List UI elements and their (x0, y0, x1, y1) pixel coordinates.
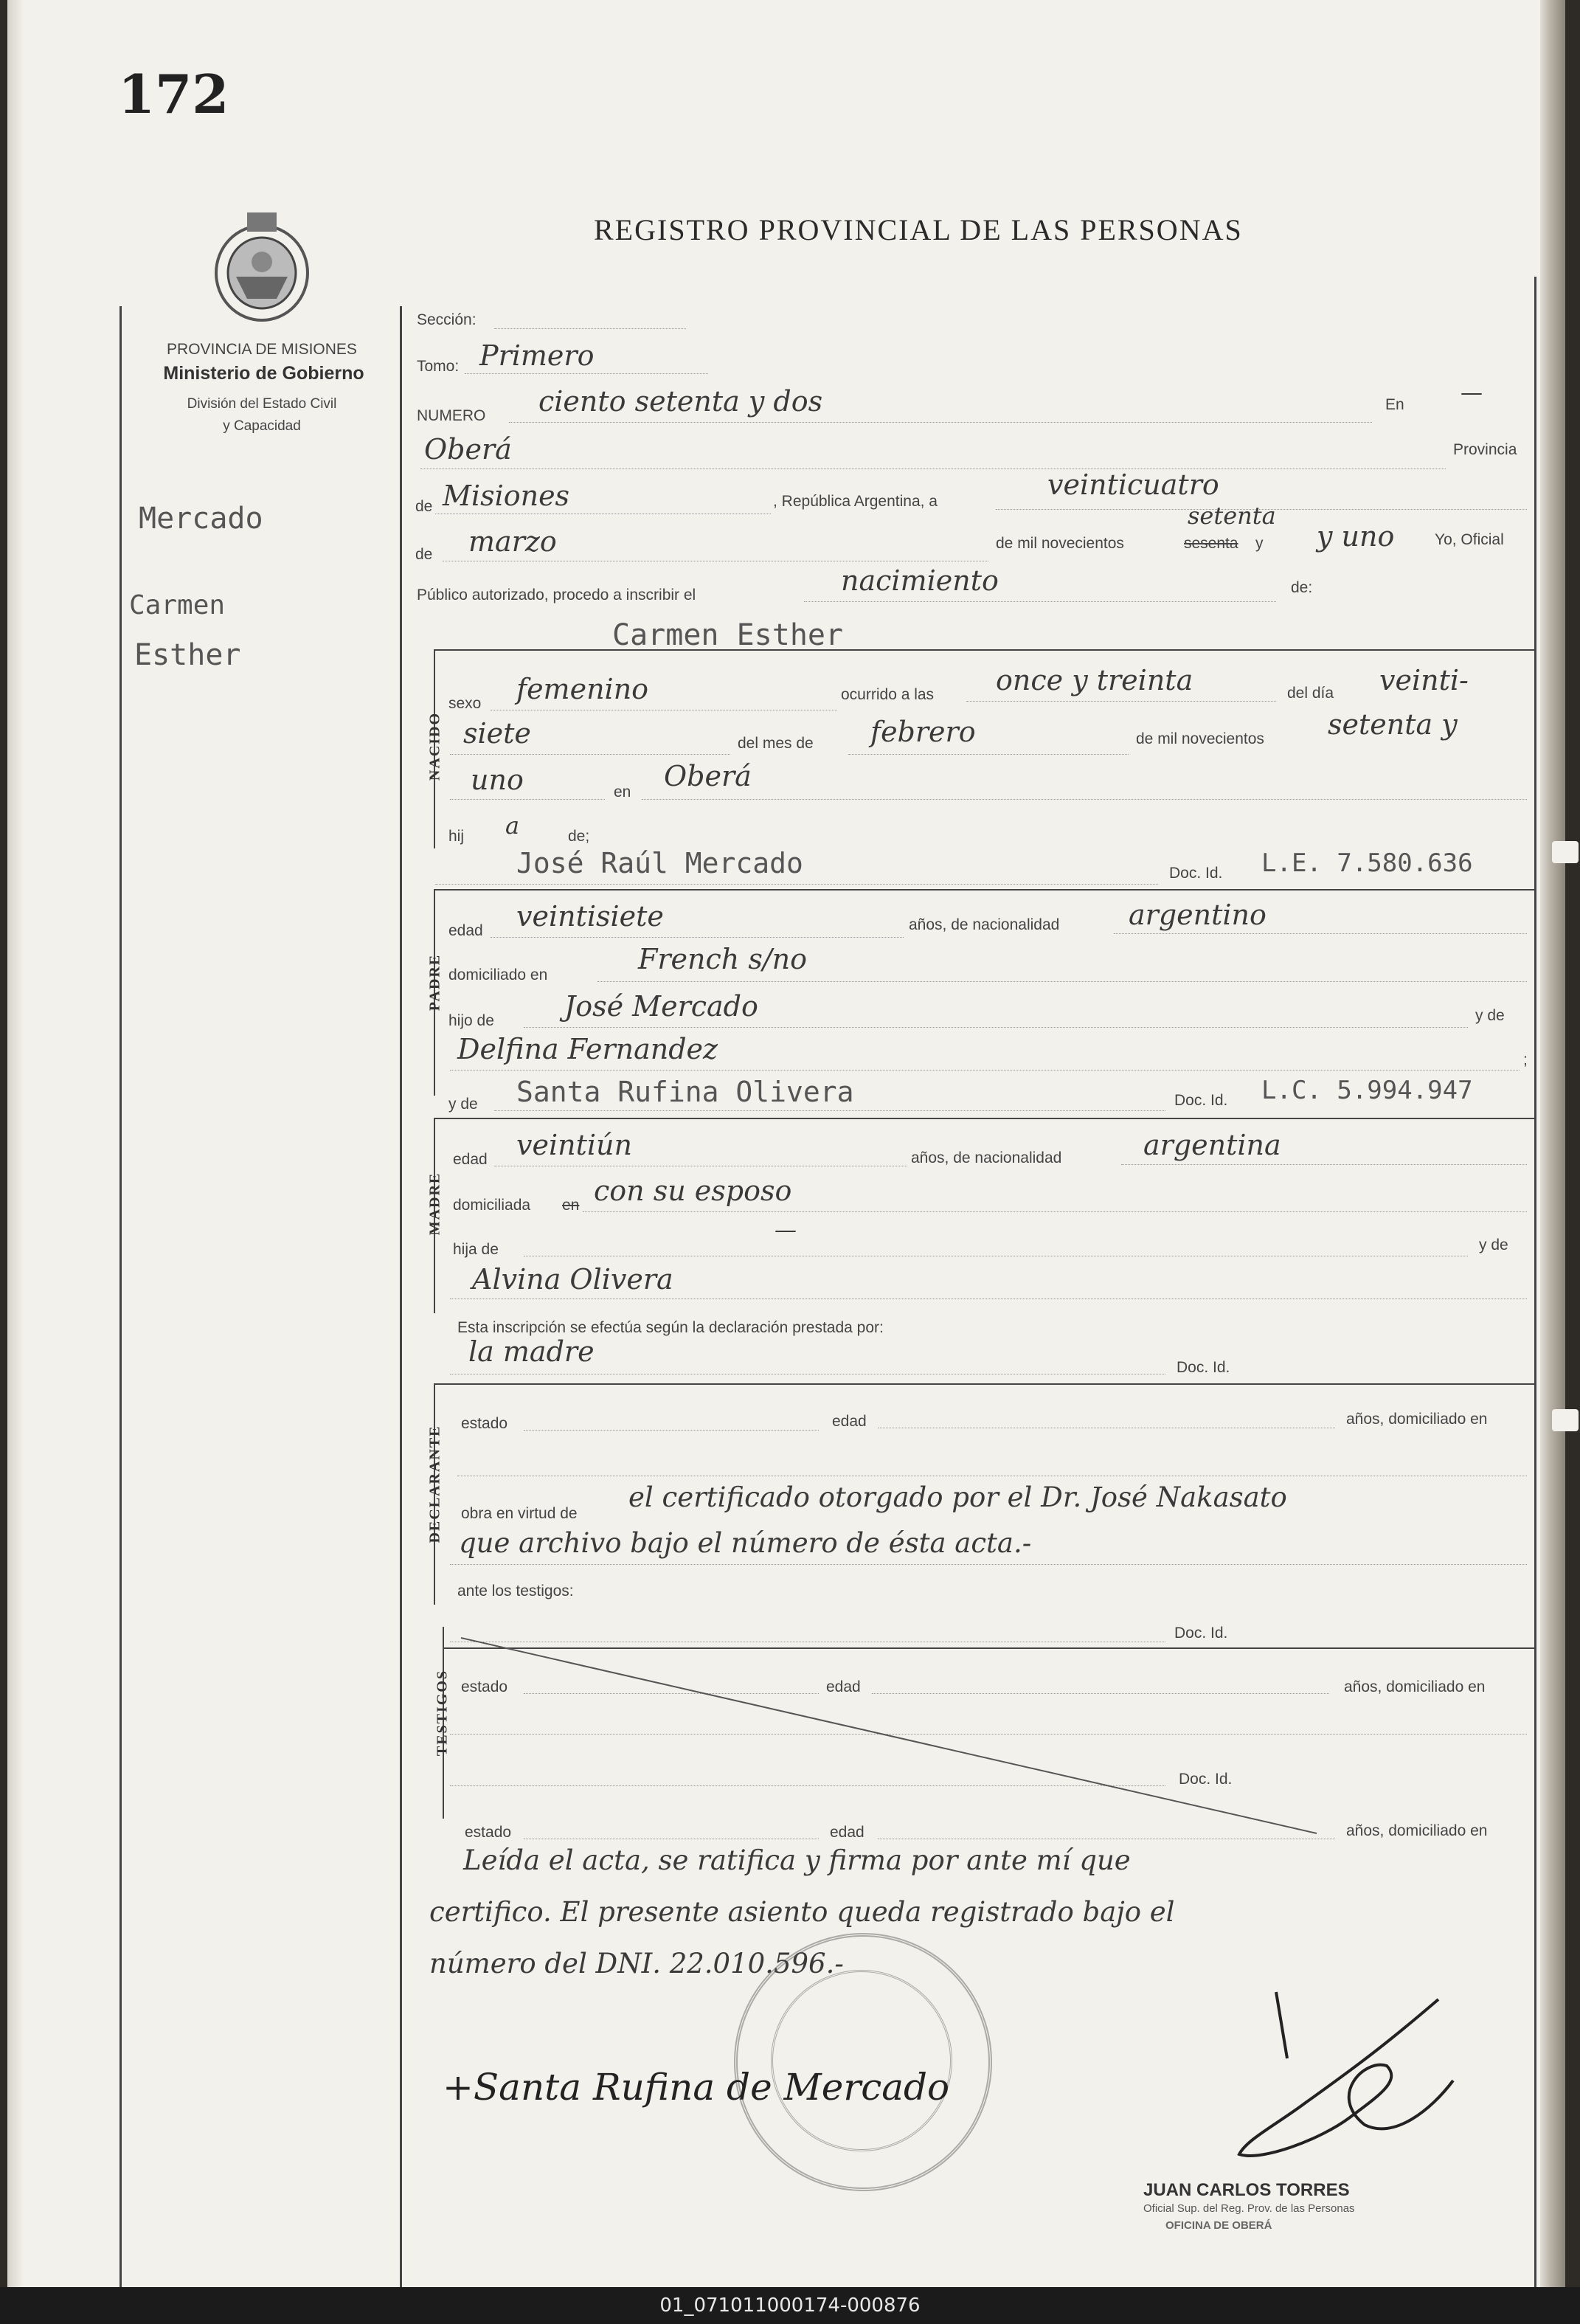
label-doc-id-2: Doc. Id. (1174, 1092, 1228, 1109)
label-yo-oficial: Yo, Oficial (1435, 531, 1504, 548)
page-number: 172 (118, 63, 229, 125)
coat-of-arms-icon (207, 207, 317, 325)
label-republica: , República Argentina, a (773, 493, 938, 510)
void-line (450, 1623, 1335, 1844)
mother-age-value: veintiún (516, 1129, 632, 1161)
sex-value: femenino (516, 673, 649, 705)
label-edad-padre: edad (448, 922, 483, 939)
father-name-value: José Raúl Mercado (516, 847, 803, 879)
label-doc-id-3: Doc. Id. (1177, 1359, 1230, 1376)
label-tomo: Tomo: (417, 358, 460, 375)
document-page (7, 0, 1565, 2287)
label-estado-1: estado (461, 1415, 508, 1432)
official-signature-icon (1217, 1977, 1497, 2199)
province-value: Misiones (443, 480, 570, 512)
birth-day-b: siete (463, 717, 531, 750)
en-struck: en (562, 1197, 580, 1214)
birth-day-a: veinti- (1379, 664, 1469, 696)
margin-given-1: Carmen (129, 590, 226, 620)
label-en: En (1385, 396, 1404, 413)
label-estado-3: estado (465, 1824, 512, 1841)
label-y: y (1255, 535, 1264, 552)
label-obra: obra en virtud de (461, 1505, 578, 1522)
month-value: marzo (468, 525, 557, 558)
label-numero: NUMERO (417, 407, 486, 424)
label-edad-1: edad (832, 1413, 867, 1430)
label-seccion: Sección: (417, 311, 477, 328)
right-border (1534, 277, 1536, 2287)
page-fold (7, 0, 24, 2287)
label-edad-madre: edad (453, 1151, 488, 1168)
section-padre: PADRE (426, 953, 443, 1011)
label-doc-id-5: Doc. Id. (1179, 1771, 1233, 1788)
mother-doc-value: L.C. 5.994.947 (1261, 1076, 1473, 1105)
section-madre: MADRE (426, 1172, 443, 1236)
act-value: nacimiento (841, 564, 999, 597)
official-region: OFICINA DE OBERÁ (1165, 2219, 1272, 2232)
birth-place-value: Oberá (664, 760, 752, 792)
label-de-1: de (415, 498, 433, 515)
label-de-semicolon: de; (568, 828, 590, 845)
label-publico: Público autorizado, procedo a inscribir el (417, 587, 696, 604)
birth-year-value: setenta y (1328, 708, 1458, 741)
closing-line-1: Leída el acta, se ratifica y firma por ante mí que (463, 1844, 1131, 1876)
seal-inner-ring (771, 1970, 952, 2151)
margin-surname: Mercado (139, 502, 263, 536)
mother-name-value: Santa Rufina Olivera (516, 1076, 854, 1108)
footer-image-id: 01_071011000174-000876 (0, 2287, 1580, 2324)
closing-line-3: número del DNI. 22.010.596.- (429, 1948, 844, 1979)
closing-line-2: certifico. El presente asiento queda registrado bajo el (429, 1896, 1175, 1928)
header-title: REGISTRO PROVINCIAL DE LAS PERSONAS (594, 213, 1243, 246)
en-value: — (1461, 380, 1483, 406)
label-y-de-padre: y de (1475, 1007, 1505, 1024)
child-name-value: Carmen Esther (612, 618, 844, 652)
mother-father-value: — (775, 1217, 797, 1243)
hour-value: once y treinta (996, 664, 1193, 696)
tomo-value: Primero (479, 339, 595, 372)
label-anios-nac-madre: años, de nacionalidad (911, 1149, 1062, 1166)
official-title: Oficial Sup. del Reg. Prov. de las Personas (1143, 2202, 1355, 2215)
label-de-colon: de: (1291, 579, 1313, 596)
section-declarante: DECLARANTE (426, 1425, 443, 1543)
label-anios-nac-padre: años, de nacionalidad (909, 916, 1060, 933)
section-testigos: TESTIGOS (434, 1669, 451, 1757)
numero-value: ciento setenta y dos (538, 385, 823, 418)
father-dom-value: French s/no (638, 943, 807, 975)
label-provincia: Provincia (1453, 441, 1517, 458)
label-edad-2: edad (826, 1678, 861, 1695)
semicolon: ; (1523, 1051, 1528, 1068)
section-nacido: NACIDO (426, 711, 443, 781)
division-label-1: División del Estado Civil (187, 396, 337, 412)
sesenta-struck: sesenta (1184, 535, 1238, 552)
division-label-2: y Capacidad (223, 418, 301, 434)
label-doc-id-4: Doc. Id. (1174, 1625, 1228, 1642)
label-mil-nov-2: de mil novecientos (1136, 730, 1264, 747)
father-nat-value: argentino (1129, 899, 1267, 931)
label-anios-dom-2: años, domiciliado en (1344, 1678, 1486, 1695)
label-ocurrido: ocurrido a las (841, 686, 935, 703)
label-en-2: en (614, 784, 631, 800)
label-y-de-madre: y de (1479, 1237, 1508, 1253)
label-mil-novecientos: de mil novecientos (996, 535, 1124, 552)
father-father-value: José Mercado (564, 990, 758, 1023)
year-over-value: setenta (1188, 502, 1276, 530)
label-estado-2: estado (461, 1678, 508, 1695)
day-value: veinticuatro (1047, 468, 1219, 501)
father-age-value: veintisiete (516, 900, 664, 933)
label-edad-3: edad (830, 1824, 865, 1841)
ministry-label: Ministerio de Gobierno (163, 363, 364, 384)
father-doc-value: L.E. 7.580.636 (1261, 848, 1473, 878)
mother-nat-value: argentina (1143, 1129, 1281, 1161)
label-y-de-2: y de (448, 1096, 478, 1113)
mother-mother-value: Alvina Olivera (472, 1263, 673, 1296)
label-domiciliado: domiciliado en (448, 966, 548, 983)
year-end-value: y uno (1317, 520, 1395, 553)
place-value: Oberá (424, 433, 512, 466)
official-name: JUAN CARLOS TORRES (1143, 2180, 1350, 2200)
left-border (119, 306, 122, 2287)
declarant-signature: +Santa Rufina de Mercado (443, 2066, 950, 2109)
left-panel-divider (400, 306, 402, 2287)
birth-month-value: febrero (870, 716, 976, 748)
certificate-line-2: que archivo bajo el número de ésta acta.- (459, 1527, 1032, 1559)
declarant-value: la madre (468, 1335, 595, 1368)
label-hijo-de: hijo de (448, 1012, 494, 1029)
father-mother-value: Delfina Fernandez (457, 1033, 718, 1065)
certificate-line-1: el certificado otorgado por el Dr. José Nakasato (628, 1481, 1287, 1513)
hij-suffix: a (505, 812, 520, 840)
margin-given-2: Esther (134, 638, 241, 672)
label-hija-de: hija de (453, 1241, 499, 1258)
mother-dom-value: con su esposo (594, 1175, 792, 1207)
label-inscripcion: Esta inscripción se efectúa según la declaración prestada por: (457, 1319, 884, 1336)
label-del-mes: del mes de (738, 735, 814, 752)
label-de-2: de (415, 546, 433, 563)
book-spine (1540, 0, 1565, 2287)
label-domiciliada: domiciliada (453, 1197, 531, 1214)
label-hij: hij (448, 828, 465, 845)
label-anios-dom-1: años, domiciliado en (1346, 1411, 1488, 1428)
province-label: PROVINCIA DE MISIONES (167, 341, 357, 358)
label-sexo: sexo (448, 695, 482, 712)
label-doc-id-1: Doc. Id. (1169, 865, 1223, 882)
label-del-dia: del día (1287, 685, 1334, 702)
birth-year-b: uno (471, 764, 524, 796)
label-anios-dom-3: años, domiciliado en (1346, 1822, 1488, 1839)
label-ante: ante los testigos: (457, 1583, 574, 1600)
